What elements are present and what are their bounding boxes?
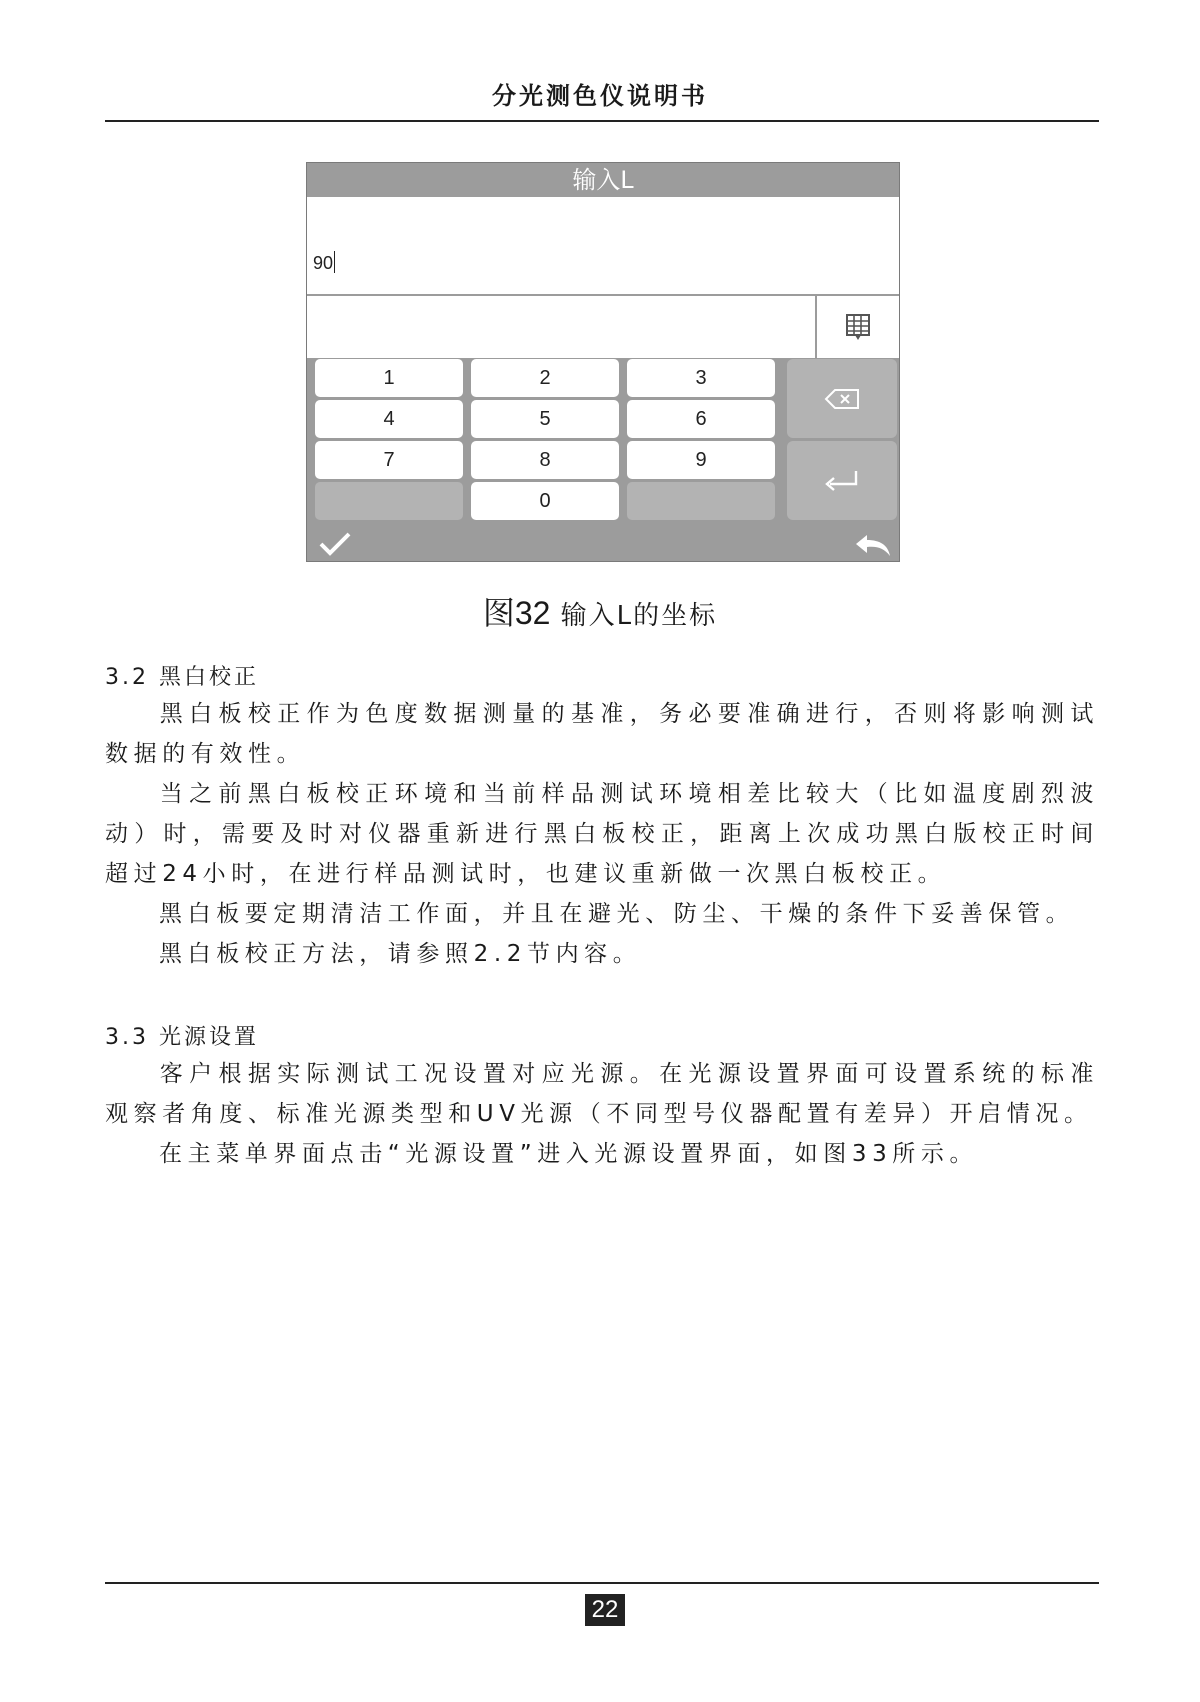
input-value (313, 251, 335, 274)
key-3[interactable]: 3 (627, 359, 775, 397)
text-caret (334, 251, 335, 273)
figure-caption-text: 输入L的坐标 (550, 601, 718, 631)
return-arrow-icon (853, 531, 893, 559)
page-header-title: 分光测色仪说明书 (492, 82, 708, 110)
section-3-3-paragraph-2 (105, 1134, 1099, 1174)
paragraph-text: 黑白板要定期清洁工作面，并且在避光、防尘、干燥的条件下妥善保管。 (159, 901, 1075, 927)
figure-caption (0, 588, 1200, 634)
paragraph-text: 黑白板校正方法，请参照2.2节内容。 (159, 941, 642, 967)
keyboard-layout-button[interactable] (817, 296, 899, 358)
section-3-2-paragraph-3 (105, 894, 1099, 934)
section-3-3-paragraph-1 (105, 1054, 1099, 1134)
key-5[interactable]: 5 (471, 400, 619, 438)
key-8[interactable]: 8 (471, 441, 619, 479)
enter-icon (822, 468, 862, 494)
checkmark-icon (317, 529, 353, 559)
keyboard-grid-icon (844, 312, 872, 342)
value-input-field[interactable] (307, 197, 899, 295)
key-9[interactable]: 9 (627, 441, 775, 479)
paragraph-text: 当之前黑白板校正环境和当前样品测试环境相差比较大（比如温度剧烈波动）时，需要及时对仪器重新进行黑白板校正，距离上次成功黑白版校正时间超过24小时，在进行样品测试时，也建议重新做一次黑白板校正。 (105, 781, 1099, 887)
section-3-2-heading: 3.2 黑白校正 (105, 665, 259, 690)
back-button[interactable] (853, 531, 893, 563)
backspace-key[interactable] (787, 359, 897, 438)
key-6[interactable]: 6 (627, 400, 775, 438)
key-1[interactable]: 1 (315, 359, 463, 397)
section-3-2-paragraph-2 (105, 774, 1099, 894)
paragraph-text: 在主菜单界面点击“光源设置”进入光源设置界面，如图33所示。 (159, 1141, 979, 1167)
figure-number: 图32 (482, 595, 551, 631)
enter-key[interactable] (787, 441, 897, 520)
input-dialog-screenshot (306, 162, 900, 562)
key-7[interactable]: 7 (315, 441, 463, 479)
footer-divider (105, 1582, 1099, 1584)
paragraph-text: 黑白板校正作为色度数据测量的基准，务必要准确进行，否则将影响测试数据的有效性。 (105, 701, 1099, 767)
section-3-2-paragraph-4 (105, 934, 1099, 974)
backspace-icon (823, 387, 861, 411)
key-blank-right (627, 482, 775, 520)
key-2[interactable]: 2 (471, 359, 619, 397)
section-3-3-heading: 3.3 光源设置 (105, 1025, 259, 1050)
input-value-text: 90 (313, 253, 334, 273)
section-3-2-paragraph-1 (105, 694, 1099, 774)
candidate-bar (307, 296, 815, 358)
paragraph-text: 客户根据实际测试工况设置对应光源。在光源设置界面可设置系统的标准观察者角度、标准光源类型和UV光源（不同型号仪器配置有差异）开启情况。 (105, 1061, 1099, 1127)
key-blank-left (315, 482, 463, 520)
key-4[interactable]: 4 (315, 400, 463, 438)
page-number: 22 (585, 1594, 625, 1626)
key-0[interactable]: 0 (471, 482, 619, 520)
dialog-title: 输入L (572, 166, 634, 194)
header-divider (105, 120, 1099, 122)
confirm-button[interactable] (317, 529, 353, 563)
dialog-bottom-bar (307, 525, 899, 563)
